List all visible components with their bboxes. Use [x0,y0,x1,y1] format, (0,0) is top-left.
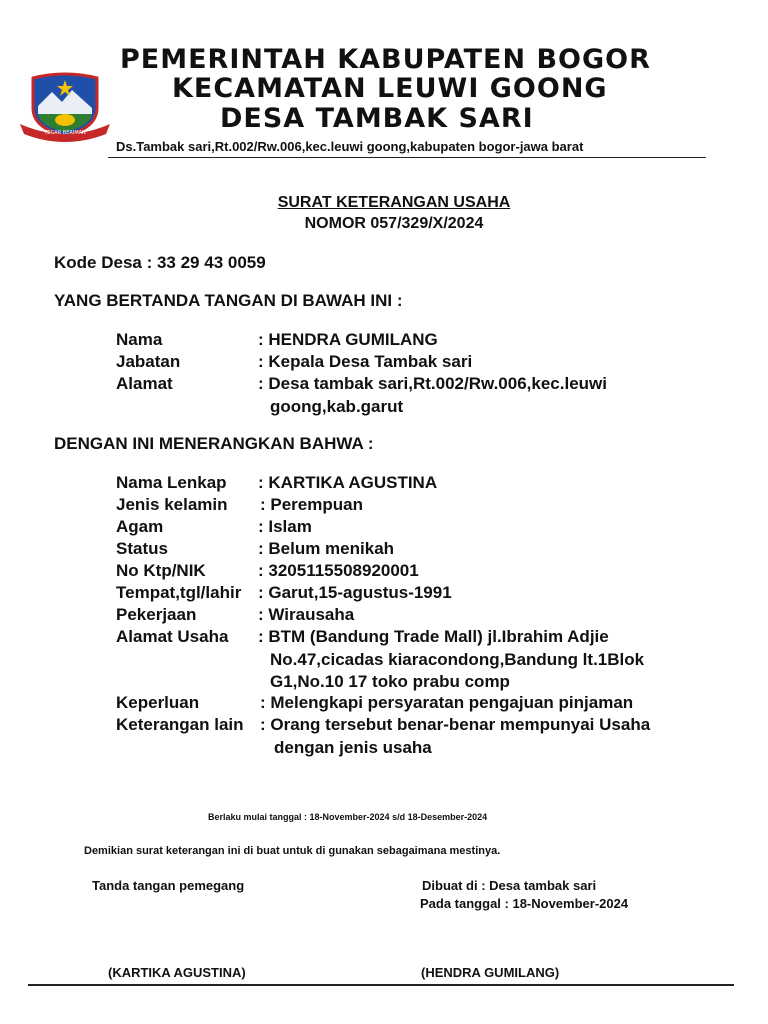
subject-birth-label: Tempat,tgl/lahir [116,583,242,602]
holder-signature-label: Tanda tangan pemegang [92,878,245,893]
subject-gender-label: Jenis kelamin [116,495,228,514]
subject-birth-value: : Garut,15-agustus-1991 [258,583,452,602]
subject-status-label: Status [116,539,168,558]
subject-business-address-value: : BTM (Bandung Trade Mall) jl.Ibrahim Adjie [258,627,609,646]
signer-position-label: Jabatan [116,352,181,371]
validity-period: Berlaku mulai tanggal : 18-November-2024 s/d 18-Desember-2024 [208,812,488,822]
subject-status-value: : Belum menikah [258,539,395,558]
regency-crest-icon [18,70,112,142]
document-title: SURAT KETERANGAN USAHA [277,194,511,211]
ribbon-text: TEGAR BERIMAN [44,130,86,136]
letterhead-line-3: DESA TAMBAK SARI [220,103,534,134]
subject-purpose-label: Keperluan [116,693,200,712]
subject-occupation-label: Pekerjaan [116,605,197,624]
subject-business-address-cont-1: No.47,cicadas kiaracondong,Bandung lt.1Blok [270,650,645,669]
letterhead-line-1: PEMERINTAH KABUPATEN BOGOR [120,44,651,75]
subject-remarks-cont: dengan jenis usaha [274,738,432,757]
subject-nik-value: : 3205115508920001 [258,561,419,580]
subject-religion-label: Agam [116,517,164,536]
subject-gender-value: : Perempuan [260,495,363,514]
holder-name-signature: (KARTIKA AGUSTINA) [108,965,246,980]
issued-place: Dibuat di : Desa tambak sari [422,878,597,893]
letterhead-address: Ds.Tambak sari,Rt.002/Rw.006,kec.leuwi goong,kabupaten bogor-jawa barat [116,139,584,154]
subject-remarks-label: Keterangan lain [116,715,244,734]
issued-date: Pada tanggal : 18-November-2024 [420,896,629,911]
signer-address-value: : Desa tambak sari,Rt.002/Rw.006,kec.leuwi [258,374,607,393]
signer-position-value: : Kepala Desa Tambak sari [258,352,473,371]
signer-name-label: Nama [116,330,163,349]
footer-divider [28,984,734,986]
subject-business-address-label: Alamat Usaha [116,627,229,646]
subject-religion-value: : Islam [258,517,312,536]
village-code: Kode Desa : 33 29 43 0059 [54,253,266,272]
subject-occupation-value: : Wirausaha [258,605,355,624]
subject-nik-label: No Ktp/NIK [116,561,206,580]
document-number: NOMOR 057/329/X/2024 [304,215,484,232]
subject-fullname-label: Nama Lenkap [116,473,227,492]
head-name-signature: (HENDRA GUMILANG) [421,965,560,980]
subject-fullname-value: : KARTIKA AGUSTINA [258,473,438,492]
signer-address-label: Alamat [116,374,173,393]
section-subject-heading: DENGAN INI MENERANGKAN BAHWA : [54,434,374,453]
letterhead-line-2: KECAMATAN LEUWI GOONG [172,73,608,104]
closing-statement: Demikian surat keterangan ini di buat untuk di gunakan sebagaimana mestinya. [84,845,501,857]
subject-purpose-value: : Melengkapi persyaratan pengajuan pinjaman [260,693,634,712]
signer-name-value: : HENDRA GUMILANG [258,330,438,349]
subject-remarks-value: : Orang tersebut benar-benar mempunyai Usaha [260,715,651,734]
subject-business-address-cont-2: G1,No.10 17 toko prabu comp [270,672,510,691]
section-signer-heading: YANG BERTANDA TANGAN DI BAWAH INI : [54,291,403,310]
signer-address-cont: goong,kab.garut [270,397,404,416]
header-divider [108,157,706,158]
